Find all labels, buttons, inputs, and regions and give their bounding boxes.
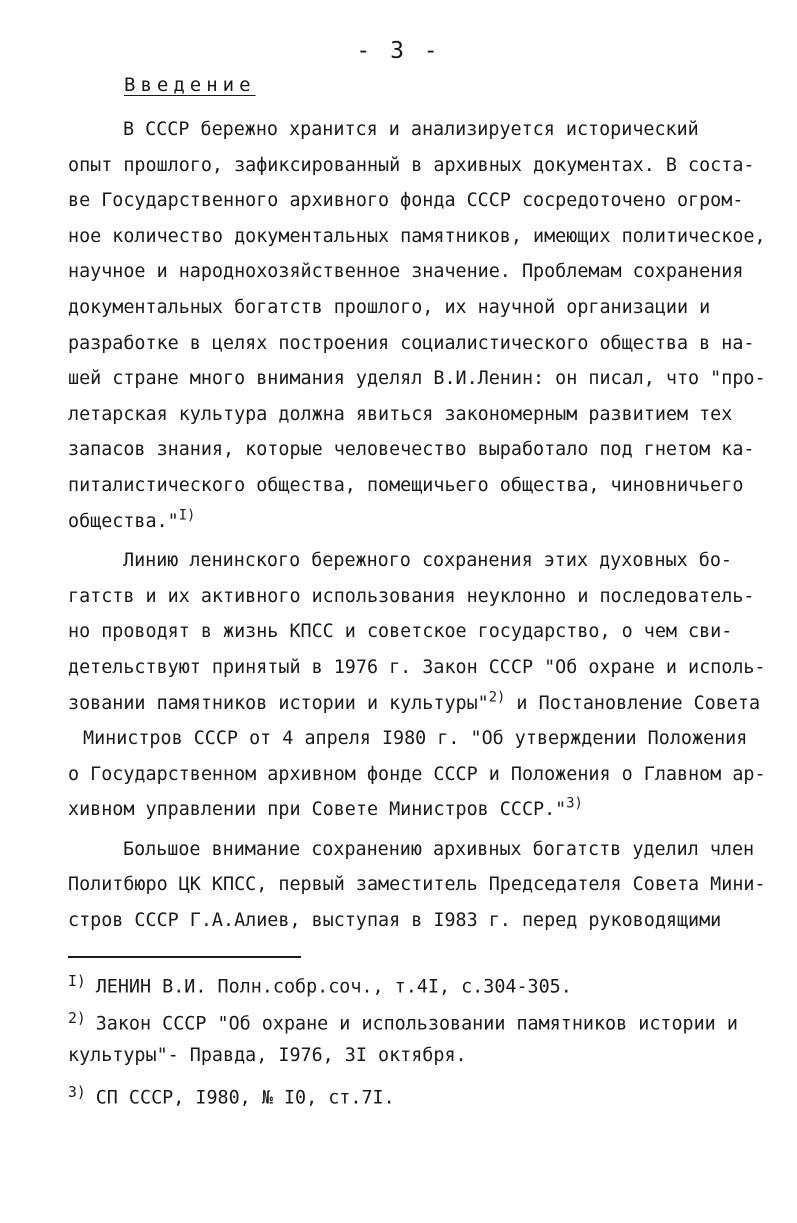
paragraph-1-line: ное количество документальных памятников, имеющих политическое, (68, 225, 766, 247)
paragraph-1-line-text: общества." (68, 510, 179, 532)
paragraph-2-line: Линию ленинского бережного сохранения этих духовных бо- (123, 550, 732, 572)
footnote-2 (68, 1000, 758, 1037)
footnote-text: Закон СССР "Об охране и использовании памятников истории и (95, 1013, 738, 1035)
paragraph-1-line: летарская культура должна явиться закономерным развитием тех (68, 403, 733, 425)
paragraph-2-line-text: зовании памятников истории и культуры" (68, 692, 489, 714)
footnote-divider (68, 956, 301, 958)
footnote-mark: I) (68, 973, 86, 990)
section-heading: Введение (124, 74, 256, 96)
footnote-1 (68, 963, 758, 1000)
paragraph-2-line: но проводят в жизнь КПСС и советское государство, о чем сви- (68, 621, 733, 643)
paragraph-1-line: питалистического общества, помещичьего общества, чиновничьего (68, 474, 744, 496)
paragraph-1-last-line (68, 504, 758, 540)
paragraph-2-line-with-ref (68, 686, 761, 722)
paragraph-1-line: разработке в целях построения социалистического общества в на- (68, 332, 755, 354)
footnote-text: ЛЕНИН В.И. Полн.собр.соч., т.4I, с.304-305. (95, 976, 572, 998)
paragraph-1-line: опыт прошлого, зафиксированный в архивных документах. В соста- (68, 154, 755, 176)
paragraph-3-line: стров СССР Г.А.Алиев, выступая в I983 г. перед руководящими (68, 910, 722, 932)
paragraph-1-line: научное и народнохозяйственное значение. Проблемам сохранения (68, 261, 744, 283)
paragraph-2-line-tail: и Постановление Совета (505, 692, 761, 714)
paragraph-1-line: ве Государственного архивного фонда СССР сосредоточено огром- (68, 190, 744, 212)
footnote-ref-1: I) (178, 506, 196, 523)
paragraph-1-line: запасов знания, которые человечество выработало под гнетом ка- (68, 439, 755, 461)
paragraph-2-line: гатств и их активного использования неуклонно и последователь- (68, 585, 755, 607)
paragraph-3-line: Большое внимание сохранению архивных богатств уделил член (123, 838, 755, 860)
paragraph-3-line: Политбюро ЦК КПСС, первый заместитель Председателя Совета Мини- (68, 874, 766, 896)
footnote-text: СП СССР, I980, № I0, ст.7I. (95, 1087, 395, 1109)
paragraph-1-line: В СССР бережно хранится и анализируется исторический (123, 119, 699, 140)
paragraph-2-line: Министров СССР от 4 апреля I980 г. "Об утверждении Положения (83, 728, 748, 750)
page-number: - 3 - (356, 38, 441, 64)
footnote-mark: 3) (68, 1084, 86, 1101)
footnote-3 (68, 1074, 758, 1111)
paragraph-1-line: шей стране много внимания уделял В.И.Ленин: он писал, что "про- (68, 368, 766, 390)
paragraph-2-line: детельствуют принятый в 1976 г. Закон СССР "Об охране и исполь- (68, 656, 766, 678)
footnotes (68, 963, 758, 1111)
paragraph-2-last-line (68, 792, 758, 828)
footnote-2-continued: культуры"- Правда, I976, 3I октября. (68, 1045, 467, 1066)
paragraph-2-line: о Государственном архивном фонде СССР и Положения о Главном ар- (68, 763, 766, 785)
body-text (68, 112, 766, 939)
paragraph-1-line: документальных богатств прошлого, их научной организации и (68, 296, 711, 318)
footnote-mark: 2) (68, 1010, 86, 1027)
paragraph-2-line-text: хивном управлении при Совете Министров СССР." (68, 799, 567, 821)
footnote-ref-2: 2) (488, 688, 506, 705)
footnote-ref-3: 3) (566, 795, 583, 812)
